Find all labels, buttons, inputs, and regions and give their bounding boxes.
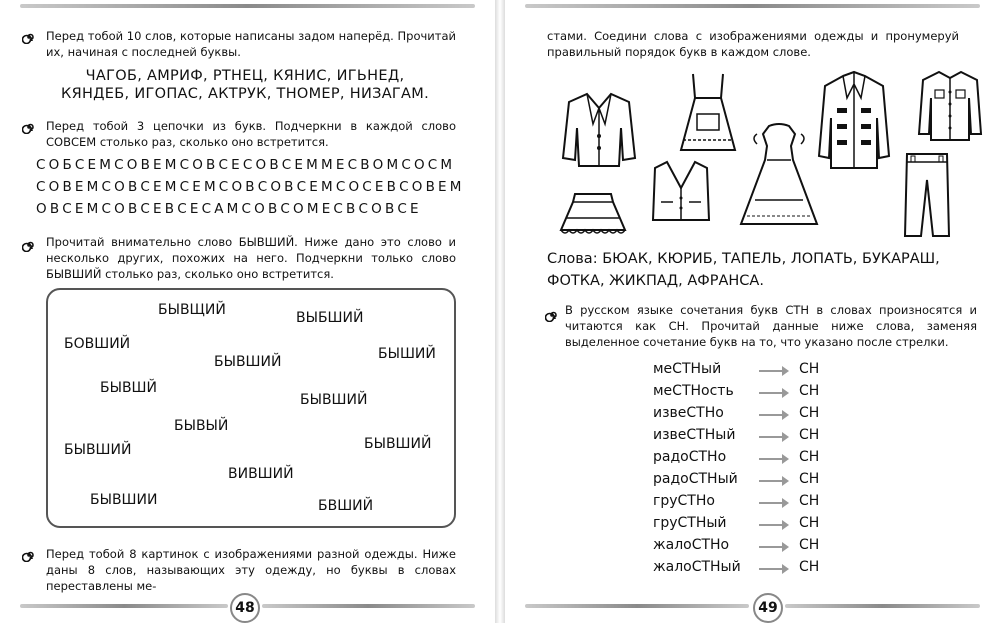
row-word: груСТНо bbox=[653, 493, 715, 509]
box-word: БЫВШИЙ bbox=[300, 392, 368, 408]
swirl-bullet-icon bbox=[22, 548, 36, 562]
page-number: 48 bbox=[230, 593, 260, 623]
row-replacement: СН bbox=[799, 427, 820, 443]
arrow-right-icon bbox=[759, 392, 783, 394]
scrambled-words-line2: ФОТКА, ЖИКПАД, АФРАНСА. bbox=[547, 273, 764, 289]
task5-text: В русском языке сочетания букв СТН в словах произносятся и читаются как СН. Прочитай данные ниже слова, заменяя выделенное сочетание букв на то, что указано после стрелки. bbox=[565, 303, 977, 349]
reversed-words-line2: КЯНДЕБ, ИГОПАС, АКТРУК, ТНОМЕР, НИЗАГАМ. bbox=[60, 86, 429, 102]
swirl-bullet-icon bbox=[22, 30, 36, 44]
box-word: ВИВШИЙ bbox=[228, 466, 294, 482]
box-word: БЫВШИЙ bbox=[64, 442, 132, 458]
jacket-icon bbox=[557, 88, 641, 172]
row-replacement: СН bbox=[799, 559, 820, 575]
task3-text: Прочитай внимательно слово БЫВШИЙ. Ниже дано это слово и несколько других, похожих на него. Подчеркни только слово БЫВШИЙ столько раз, сколько оно встретится. bbox=[46, 235, 456, 281]
bottom-divider bbox=[785, 604, 980, 608]
scrambled-words-line1 bbox=[547, 248, 959, 270]
trousers-icon bbox=[901, 150, 953, 240]
row-replacement: СН bbox=[799, 405, 820, 421]
right-page bbox=[505, 0, 1000, 623]
arrow-right-icon bbox=[759, 436, 783, 438]
box-word: БЫВШИЙ bbox=[214, 354, 282, 370]
row-word: радоСТНо bbox=[653, 449, 727, 465]
row-word: меСТНость bbox=[653, 383, 734, 399]
row-word: жалоСТНый bbox=[653, 559, 741, 575]
row-replacement: СН bbox=[799, 383, 820, 399]
row-word: извеСТНо bbox=[653, 405, 724, 421]
arrow-right-icon bbox=[759, 502, 783, 504]
pinafore-icon bbox=[671, 70, 745, 154]
scrambled-words bbox=[547, 248, 959, 292]
arrow-right-icon bbox=[759, 414, 783, 416]
coat-icon bbox=[817, 68, 891, 172]
arrow-right-icon bbox=[759, 568, 783, 570]
arrow-right-icon bbox=[759, 480, 783, 482]
row-replacement: СН bbox=[799, 537, 820, 553]
row-replacement: СН bbox=[799, 361, 820, 377]
row-replacement: СН bbox=[799, 471, 820, 487]
swirl-bullet-icon bbox=[22, 238, 36, 252]
row-word: меСТНый bbox=[653, 361, 722, 377]
reversed-words-line1: ЧАГОБ, АМРИФ, РТНЕЦ, КЯНИС, ИГЬНЕД, bbox=[85, 68, 405, 84]
top-divider bbox=[20, 4, 475, 8]
letter-chain: СОБСЕМСОВЕМСОВСЕСОВСЕММЕСВОМСОСМ bbox=[36, 157, 456, 173]
row-word: груСТНый bbox=[653, 515, 727, 531]
left-page bbox=[0, 0, 495, 623]
box-word: БВШИЙ bbox=[318, 498, 374, 514]
row-replacement: СН bbox=[799, 449, 820, 465]
scrambled-words-list: БЮАК, КЮРИБ, ТАПЕЛЬ, ЛОПАТЬ, БУКАРАШ, bbox=[602, 251, 940, 267]
dress-icon bbox=[737, 120, 821, 228]
row-replacement: СН bbox=[799, 493, 820, 509]
bottom-divider bbox=[262, 604, 475, 608]
task2-text: Перед тобой 3 цепочки из букв. Подчеркни в каждой слово СОВСЕМ столько раз, сколько оно встретится. bbox=[46, 119, 456, 149]
arrow-right-icon bbox=[759, 546, 783, 548]
arrow-right-icon bbox=[759, 370, 783, 372]
words-label: Слова: bbox=[547, 251, 598, 267]
box-word: БЫВШЙ bbox=[100, 380, 158, 396]
arrow-right-icon bbox=[759, 458, 783, 460]
word-box bbox=[46, 288, 456, 528]
box-word: БЫВШИЙ bbox=[364, 436, 432, 452]
box-word: БЫВЩИЙ bbox=[158, 302, 226, 318]
bottom-divider bbox=[20, 604, 228, 608]
page-number: 49 bbox=[753, 593, 783, 623]
bottom-divider bbox=[525, 604, 749, 608]
arrow-right-icon bbox=[759, 524, 783, 526]
letter-chain: СОВЕМСОВСЕМСЕМСОВСОВСЕМСОСЕВСОВЕМ bbox=[36, 179, 465, 195]
skirt-icon bbox=[555, 190, 631, 236]
top-divider bbox=[525, 4, 980, 8]
task4-text: Перед тобой 8 картинок с изображениями разной одежды. Ниже даны 8 слов, называющих эту одежду, но буквы в словах переставлены ме- bbox=[46, 547, 456, 593]
box-word: БЫШИЙ bbox=[378, 346, 436, 362]
swirl-bullet-icon bbox=[545, 308, 559, 322]
book-gutter bbox=[495, 0, 505, 623]
row-word: извеСТНый bbox=[653, 427, 736, 443]
vest-icon bbox=[649, 158, 713, 224]
task1-text: Перед тобой 10 слов, которые написаны задом наперёд. Прочитай их, начиная с последней буквы. bbox=[46, 29, 456, 59]
swirl-bullet-icon bbox=[22, 120, 36, 134]
row-word: жалоСТНо bbox=[653, 537, 730, 553]
letter-chain: ОВСЕМСОВСЕВСЕСАМСОВСОМЕСВСОВСЕ bbox=[36, 201, 422, 217]
row-word: радоСТНый bbox=[653, 471, 738, 487]
box-word: БОВШИЙ bbox=[64, 336, 131, 352]
box-word: БЫВШИИ bbox=[90, 492, 158, 508]
box-word: БЫВЫЙ bbox=[174, 418, 229, 434]
task4-continuation: стами. Соедини слова с изображениями одежды и пронумеруй правильный порядок букв в каждом слове. bbox=[547, 29, 959, 59]
shirt-icon bbox=[917, 68, 983, 142]
row-replacement: СН bbox=[799, 515, 820, 531]
box-word: ВЫБШИЙ bbox=[296, 310, 364, 326]
